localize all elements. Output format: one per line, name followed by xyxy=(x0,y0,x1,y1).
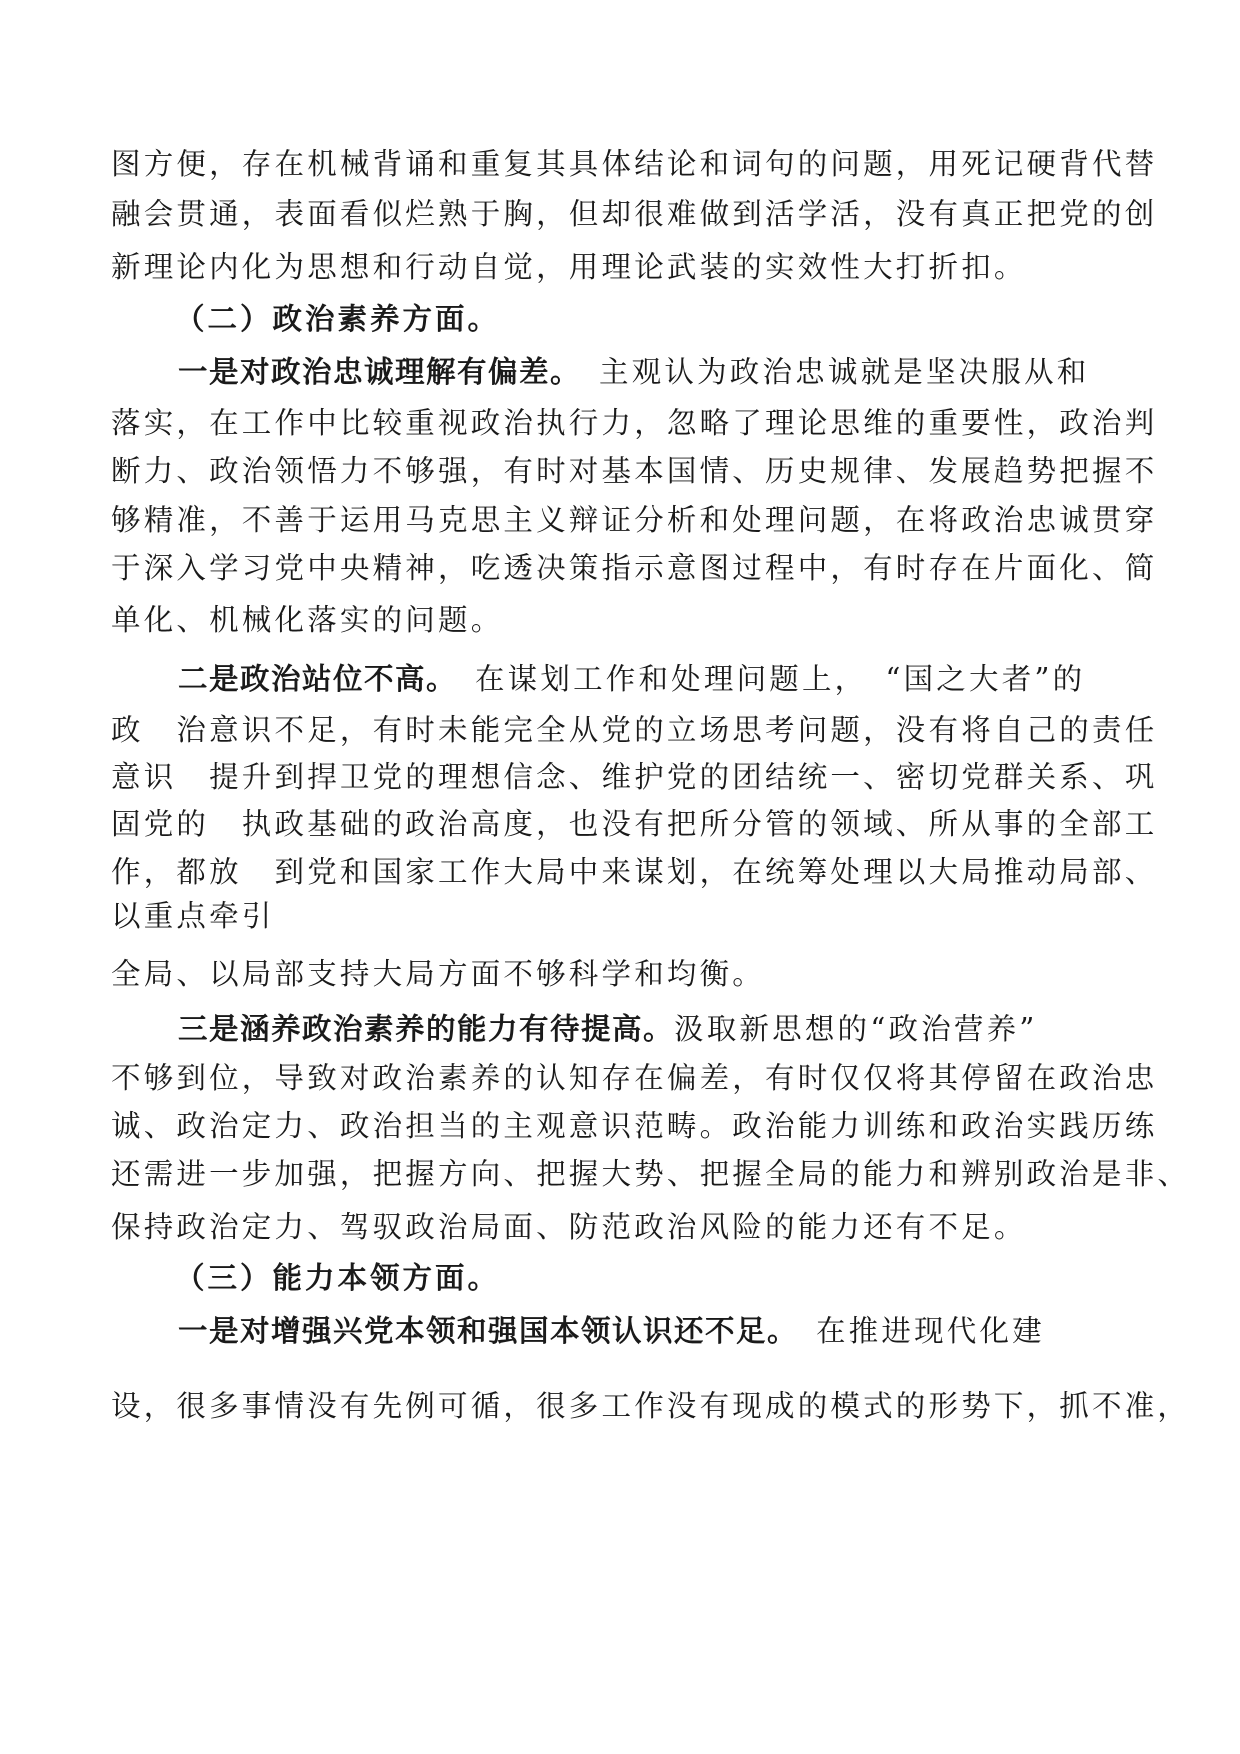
paragraph-lead: 一是对政治忠诚理解有偏差。 xyxy=(178,355,567,389)
text-line: 固党的 执政基础的政治高度，也没有把所分管的领域、所从事的全部工 xyxy=(111,807,1158,841)
text-line: 图方便，存在机械背诵和重复其具体结论和词句的问题，用死记硬背代替 xyxy=(111,147,1158,181)
paragraph-lead: 三是涵养政治素养的能力有待提高。 xyxy=(178,1012,675,1046)
text-line: 够精准，不善于运用马克思主义辩证分析和处理问题，在将政治忠诚贯穿 xyxy=(111,503,1158,537)
paragraph-lead-rest: 在推进现代化建 xyxy=(783,1314,1045,1348)
paragraph-first-line xyxy=(178,352,1089,392)
text-line: 以重点牵引 xyxy=(111,899,275,933)
paragraph-lead: 二是政治站位不高。 xyxy=(178,662,443,696)
paragraph-first-line xyxy=(178,1009,1038,1049)
text-line: 诚、政治定力、政治担当的主观意识范畴。政治能力训练和政治实践历练 xyxy=(111,1109,1158,1143)
text-line: 不够到位，导致对政治素养的认知存在偏差，有时仅仅将其停留在政治忠 xyxy=(111,1061,1158,1095)
paragraph-lead: 一是对增强兴党本领和强国本领认识还不足。 xyxy=(178,1314,784,1348)
text-line: 全局、以局部支持大局方面不够科学和均衡。 xyxy=(111,957,766,991)
text-line: 落实，在工作中比较重视政治执行力，忽略了理论思维的重要性，政治判 xyxy=(111,406,1158,440)
text-line: 新理论内化为思想和行动自觉，用理论武装的实效性大打折扣。 xyxy=(111,250,1027,284)
text-line: 意识 提升到捍卫党的理想信念、维护党的团结统一、密切党群关系、巩 xyxy=(111,760,1158,794)
paragraph-first-line xyxy=(178,659,1085,699)
text-line: 作，都放 到党和国家工作大局中来谋划，在统筹处理以大局推动局部、 xyxy=(111,855,1158,889)
text-line: 保持政治定力、驾驭政治局面、防范政治风险的能力还有不足。 xyxy=(111,1210,1027,1244)
section-heading: （二）政治素养方面。 xyxy=(175,302,501,336)
paragraph-lead-rest: 在谋划工作和处理问题上， “国之大者”的 xyxy=(442,662,1086,696)
text-line: 还需进一步加强，把握方向、把握大势、把握全局的能力和辨别政治是非、 xyxy=(111,1157,1191,1191)
paragraph-lead-rest: 主观认为政治忠诚就是坚决服从和 xyxy=(566,355,1090,389)
paragraph-first-line xyxy=(178,1311,1045,1351)
text-line: 融会贯通，表面看似烂熟于胸，但却很难做到活学活，没有真正把党的创 xyxy=(111,197,1158,231)
text-line: 断力、政治领悟力不够强，有时对基本国情、历史规律、发展趋势把握不 xyxy=(111,454,1158,488)
text-line: 政 治意识不足，有时未能完全从党的立场思考问题，没有将自己的责任 xyxy=(111,713,1158,747)
text-line: 设，很多事情没有先例可循，很多工作没有现成的模式的形势下，抓不准， xyxy=(111,1389,1191,1423)
text-line: 于深入学习党中央精神，吃透决策指示意图过程中，有时存在片面化、简 xyxy=(111,551,1158,585)
text-line: 单化、机械化落实的问题。 xyxy=(111,603,504,637)
paragraph-lead-rest: 汲取新思想的“政治营养” xyxy=(674,1012,1038,1046)
section-heading: （三）能力本领方面。 xyxy=(175,1261,501,1295)
